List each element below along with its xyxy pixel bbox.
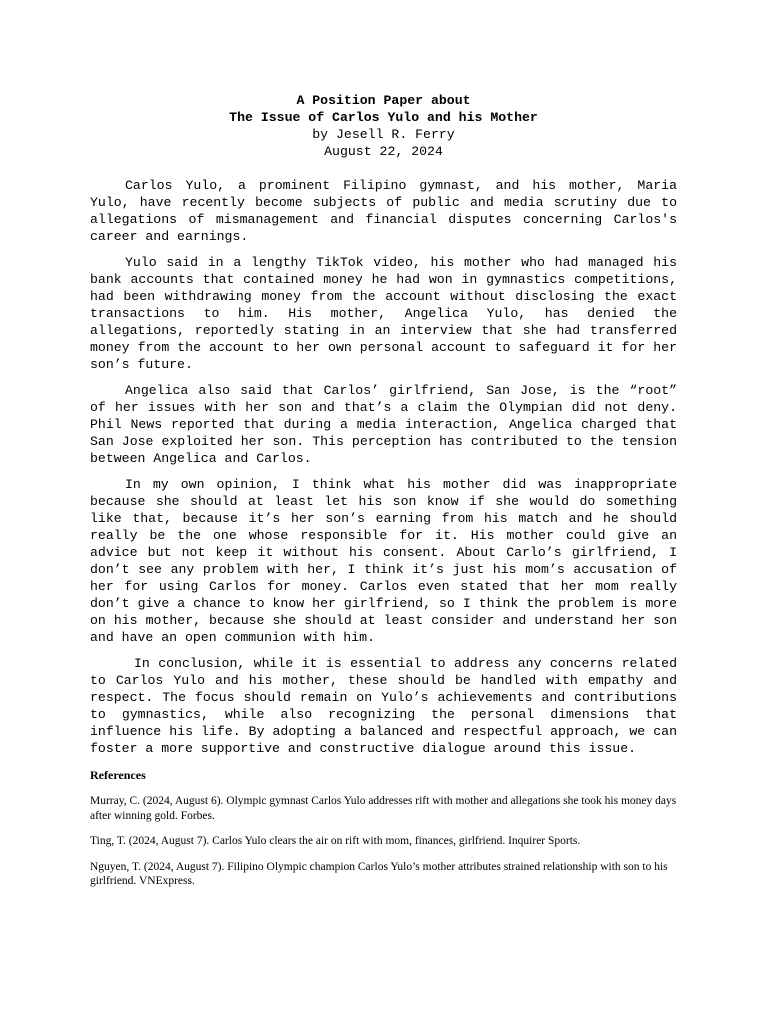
reference-item: Ting, T. (2024, August 7). Carlos Yulo clears the air on rift with mom, finances, girlfriend. Inquirer Sports. xyxy=(90,835,581,847)
paragraph-opinion: In my own opinion, I think what his mother did was inappropriate because she should at least let his son know if she would do something like that, because it’s her son’s earning from his match and he should really be the one whose responsible for it. His mother could give an advice but not keep it without his consent. About Carlo’s girlfriend, I don’t see any problem with her, I think it’s just his mom’s accusation of her for using Carlos for money. Carlos even stated that her mom really don’t give a chance to know her girlfriend, so I think the problem is more on his mother, because she should at least consider and understand her son and have an open communion with him. xyxy=(90,477,677,645)
document-page xyxy=(90,92,677,900)
title-block xyxy=(90,92,677,160)
reference-item: Nguyen, T. (2024, August 7). Filipino Olympic champion Carlos Yulo’s mother attributes strained relationship with son to his girlfriend. VNExpress. xyxy=(90,860,668,887)
title-line-1: A Position Paper about xyxy=(296,93,471,108)
title-line-2: The Issue of Carlos Yulo and his Mother xyxy=(229,110,538,125)
reference-item: Murray, C. (2024, August 6). Olympic gymnast Carlos Yulo addresses rift with mother and allegations she took his money days after winning gold. Forbes. xyxy=(90,795,677,822)
paragraph-intro: Carlos Yulo, a prominent Filipino gymnast, and his mother, Maria Yulo, have recently become subjects of public and media scrutiny due to allegations of mismanagement and financial disputes concerning Carlos's career and earnings. xyxy=(90,178,677,244)
references-section xyxy=(90,768,677,889)
paragraph-allegations: Yulo said in a lengthy TikTok video, his mother who had managed his bank accounts that contained money he had won in gymnastics competitions, had been withdrawing money from the account without disclosing the exact transactions to him. His mother, Angelica Yulo, has denied the allegations, reportedly stating in an interview that she had transferred money from the account to her own personal account to safeguard it for her son’s future. xyxy=(90,255,677,372)
body-text xyxy=(90,177,677,757)
paragraph-conclusion: In conclusion, while it is essential to address any concerns related to Carlos Yulo and his mother, these should be handled with empathy and respect. The focus should remain on Yulo’s achievements and contributions to gymnastics, while also recognizing the personal dimensions that influence his life. By adopting a balanced and respectful approach, we can foster a more supportive and constructive dialogue around this issue. xyxy=(90,656,677,756)
references-heading: References xyxy=(90,768,146,782)
paragraph-girlfriend: Angelica also said that Carlos’ girlfriend, San Jose, is the “root” of her issues with her son and that’s a claim the Olympian did not deny. Phil News reported that during a media interaction, Angelica charged that San Jose exploited her son. This perception has contributed to the tension between Angelica and Carlos. xyxy=(90,383,677,466)
byline: by Jesell R. Ferry xyxy=(312,127,455,142)
date: August 22, 2024 xyxy=(324,144,443,159)
